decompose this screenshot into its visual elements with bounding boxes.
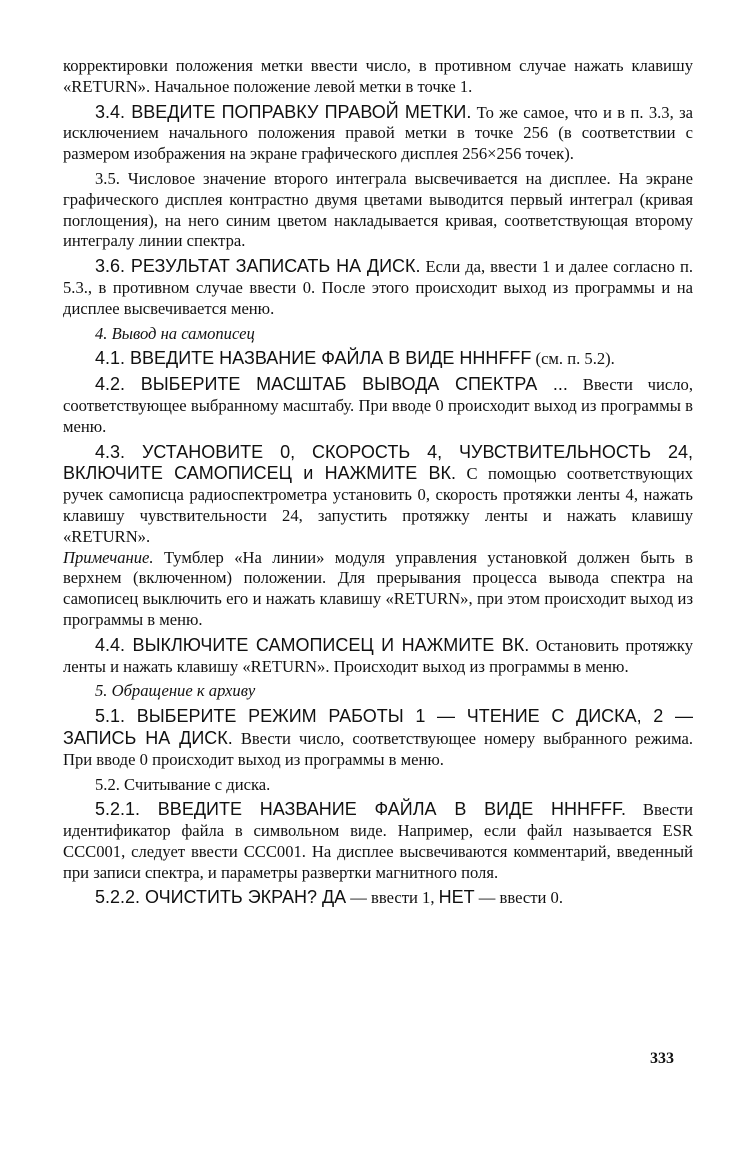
instruction-heading: 5.1. ВЫБЕРИТЕ РЕЖИМ РАБОТЫ 1 — ЧТЕНИЕ С ДИСКА, 2 — ЗАПИСЬ НА ДИСК. <box>63 706 693 748</box>
paragraph-5-2-2 <box>63 887 693 909</box>
instruction-heading: 3.6. РЕЗУЛЬТАТ ЗАПИСАТЬ НА ДИСК. <box>95 256 421 277</box>
paragraph-4-2 <box>63 374 693 437</box>
instruction-text: Если да, ввести 1 и далее согласно п. 5.3., в противном случае ввести 0. После этого происходит выход из программы и на дисплее высвечивается меню. <box>63 257 693 318</box>
paragraph-5-2-1 <box>63 799 693 883</box>
paragraph-5-1 <box>63 706 693 770</box>
instruction-heading: 5.2.2. ОЧИСТИТЬ ЭКРАН? ДА <box>95 887 347 908</box>
instruction-heading: 4.3. УСТАНОВИТЕ 0, СКОРОСТЬ 4, ЧУВСТВИТЕЛЬНОСТЬ 24, ВКЛЮЧИТЕ САМОПИСЕЦ и НАЖМИТЕ ВК. <box>63 441 693 484</box>
instruction-text: С помощью соответствующих ручек самописца радиоспектрометра установить 0, скорость протяжки ленты 4, нажать клавишу чувствительности 24, запустить протяжку ленты и нажать клавишу «RETURN». <box>63 464 693 546</box>
paragraph-3-5: 3.5. Числовое значение второго интеграла высвечивается на дисплее. На экране графического дисплея контрастно двумя цветами выводится первый интеграл (кривая поглощения), на него синим цветом накладывается кривая, соответствующая второму интегралу линии спектра. <box>63 168 693 251</box>
section-heading-5: 5. Обращение к архиву <box>95 681 256 701</box>
instruction-text: — ввести 0. <box>474 888 563 908</box>
instruction-text: Ввести число, соответствующее номеру выбранного режима. При вводе 0 происходит выход из программы в меню. <box>63 728 693 769</box>
instruction-text: — ввести 1, <box>346 888 439 908</box>
paragraph-3-6 <box>63 256 693 319</box>
instruction-heading: 5.2.1. ВВЕДИТЕ НАЗВАНИЕ ФАЙЛА В ВИДЕ HHHFFF. <box>95 799 626 820</box>
note-label: Примечание. <box>63 547 154 567</box>
instruction-heading-no: НЕТ <box>438 887 475 908</box>
instruction-heading: 3.4. ВВЕДИТЕ ПОПРАВКУ ПРАВОЙ МЕТКИ. <box>95 101 472 122</box>
instruction-heading: 4.4. ВЫКЛЮЧИТЕ САМОПИСЕЦ И НАЖМИТЕ ВК. <box>95 634 530 655</box>
paragraph-4-4 <box>63 635 693 678</box>
instruction-text: То же самое, что и в п. 3.3, за исключением начального положения правой метки в точке 256 (в соответствии с размером изображения на экране графического дисплея 256×256 точек). <box>63 102 693 164</box>
paragraph-4-3 <box>63 442 693 548</box>
instruction-text: Остановить протяжку ленты и нажать клавишу «RETURN». Происходит выход из программы в меню. <box>63 635 694 676</box>
instruction-text: (см. п. 5.2). <box>531 349 615 369</box>
instruction-heading: 4.1. ВВЕДИТЕ НАЗВАНИЕ ФАЙЛА В ВИДЕ HHHFFF <box>95 348 532 369</box>
paragraph-5-2: 5.2. Считывание с диска. <box>95 774 271 794</box>
note-paragraph <box>63 548 693 631</box>
note-text: Тумблер «На линии» модуля управления установкой должен быть в верхнем (включенном) положении. Для прерывания процесса вывода спектра на самописец выключить его и нажать клавишу «RETURN», при этом происходит выход из программы в меню. <box>63 547 693 629</box>
instruction-text: Ввести идентификатор файла в символьном виде. Например, если файл называется ESR CCC001, следует ввести CCC001. На дисплее высвечиваются комментарий, введенный при записи спектра, и параметры развертки магнитного поля. <box>63 800 693 882</box>
instruction-text: Ввести число, соответствующее выбранному масштабу. При вводе 0 происходит выход из программы в меню. <box>63 375 693 436</box>
paragraph-3-4 <box>63 102 693 165</box>
page-body <box>63 56 693 909</box>
page-number: 333 <box>650 1050 674 1067</box>
paragraph-4-1 <box>63 348 693 370</box>
section-heading-4: 4. Вывод на самописец <box>95 323 255 343</box>
instruction-heading: 4.2. ВЫБЕРИТЕ МАСШТАБ ВЫВОДА СПЕКТРА ... <box>95 374 568 395</box>
paragraph-continuation: корректировки положения метки ввести число, в противном случае нажать клавишу «RETURN». Начальное положение левой метки в точке 1. <box>63 56 693 96</box>
